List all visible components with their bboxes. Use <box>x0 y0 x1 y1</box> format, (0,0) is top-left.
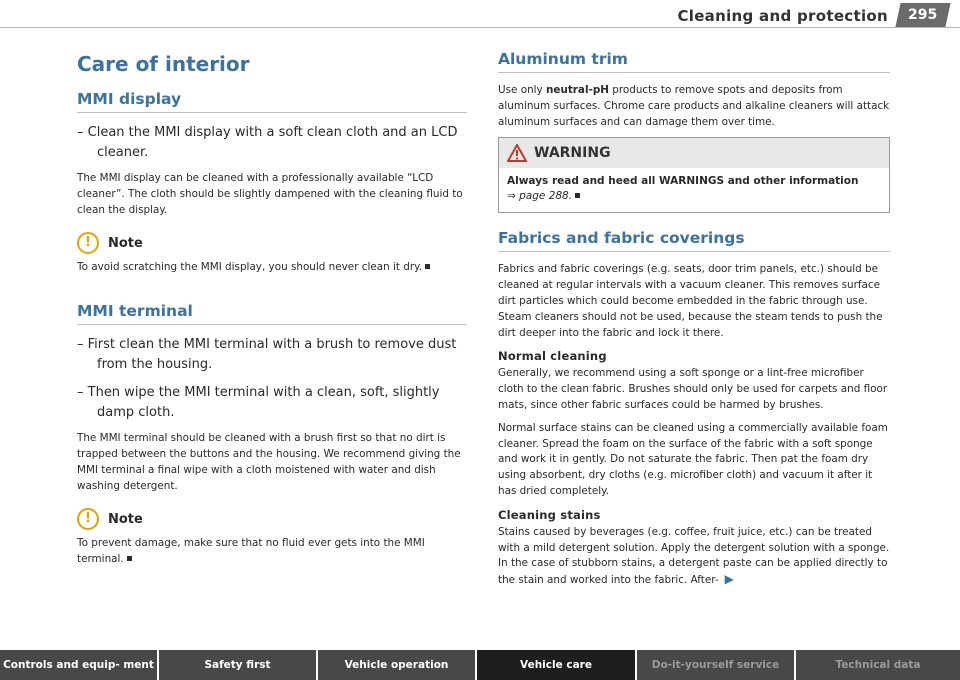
mmi-display-note-text <box>77 260 467 276</box>
chapter-nav <box>0 650 960 680</box>
fabrics-paragraph: Fabrics and fabric coverings (e.g. seats, door trim panels, etc.) should be cleaned at regular intervals with a vacuum cleaner. This removes surface dirt particles which could become embedded in the fabric through use. Steam cleaners should not be used, because the steam tends to push the dirt deeper into the fabric and lock it there. <box>498 263 883 339</box>
aluminum-trim-heading: Aluminum trim <box>498 50 890 73</box>
page-header <box>0 0 960 28</box>
aluminum-paragraph <box>498 83 890 130</box>
warning-header <box>499 138 889 168</box>
warning-body <box>499 168 889 212</box>
continue-arrow-icon: ▶ <box>724 572 734 587</box>
mmi-terminal-heading: MMI terminal <box>77 302 467 325</box>
note-text: To prevent damage, make sure that no fluid ever gets into the MMI terminal. <box>77 537 425 566</box>
cleaning-stains-heading: Cleaning stains <box>498 507 601 522</box>
main-title: Care of interior <box>77 52 250 76</box>
normal-cleaning-heading: Normal cleaning <box>498 349 607 364</box>
mmi-terminal-paragraph: The MMI terminal should be cleaned with a brush first so that no dirt is trapped between the buttons and the housing. We recommend giving the MMI terminal a final wipe with a cloth moistened with water and dish washing detergent. <box>77 432 461 492</box>
text-run: Use only <box>498 84 546 96</box>
mmi-terminal-step-2: – Then wipe the MMI terminal with a clean, soft, slightly damp cloth. <box>77 385 440 420</box>
section-end-icon <box>575 193 580 198</box>
tab-technical-data[interactable]: Technical data <box>796 650 960 680</box>
left-column <box>77 44 467 575</box>
stains-text: Stains caused by beverages (e.g. coffee, fruit juice, etc.) can be treated with a mild detergent solution. Apply the detergent solution with a sponge. In the case of stubborn stains, a detergent paste can be applied directly to the stain and worked into the fabric. After- <box>498 525 890 587</box>
normal-cleaning-paragraph-2: Normal surface stains can be cleaned using a commercially available foam cleaner. Spread the foam on the surface of the fabric with a soft sponge and work it in gently. Do not saturate the fabric. Then pat the foam dry using absorbent, dry cloths (e.g. microfiber cloth) and vacuum it after it has dried completely. <box>498 421 888 497</box>
page-number: 295 <box>908 7 938 23</box>
warning-text: Always read and heed all WARNINGS and other information <box>507 175 859 188</box>
page-number-badge <box>895 3 950 27</box>
tab-safety-first[interactable]: Safety first <box>159 650 316 680</box>
neutral-ph-term: neutral-pH <box>546 84 609 96</box>
section-title: Cleaning and protection <box>677 7 888 25</box>
section-end-icon <box>425 264 430 269</box>
mmi-terminal-step-1: – First clean the MMI terminal with a brush to remove dust from the housing. <box>77 337 457 372</box>
tab-do-it-yourself-service[interactable]: Do-it-yourself service <box>637 650 794 680</box>
note-header-1 <box>77 232 467 254</box>
note-label: Note <box>108 235 143 251</box>
warning-page-ref[interactable]: ⇒ page 288. <box>507 190 573 203</box>
right-column <box>498 44 890 596</box>
normal-cleaning-paragraph-1: Generally, we recommend using a soft sponge or a lint-free microfiber cloth to the clean fabric. Brushes should only be used for carpets and floor mats, since other fabric surfaces could be harmed by brushes. <box>498 367 888 411</box>
warning-box <box>498 137 890 213</box>
fabrics-heading: Fabrics and fabric coverings <box>498 229 890 252</box>
warning-label: WARNING <box>534 145 611 162</box>
note-header-2 <box>77 508 467 530</box>
tab-vehicle-operation[interactable]: Vehicle operation <box>318 650 475 680</box>
tab-vehicle-care[interactable]: Vehicle care <box>477 650 635 680</box>
exclamation-circle-icon: ! <box>77 508 99 530</box>
exclamation-circle-icon: ! <box>77 232 99 254</box>
mmi-terminal-note-text <box>77 536 467 568</box>
warning-triangle-icon <box>507 144 527 162</box>
note-label: Note <box>108 511 143 527</box>
mmi-display-heading: MMI display <box>77 90 467 113</box>
mmi-display-step-1: – Clean the MMI display with a soft clean cloth and an LCD cleaner. <box>77 125 458 160</box>
note-text: To avoid scratching the MMI display, you should never clean it dry. <box>77 261 423 274</box>
header-divider <box>0 27 960 28</box>
tab-controls-and-equipment[interactable]: Controls and equip- ment <box>0 650 157 680</box>
text-run: products to remove spots and deposits from aluminum surfaces. Chrome care products and alkaline cleaners will attack aluminum surfaces and can damage them over time. <box>498 84 890 128</box>
section-end-icon <box>127 556 132 561</box>
cleaning-stains-paragraph <box>498 525 890 589</box>
mmi-display-paragraph: The MMI display can be cleaned with a professionally available “LCD cleaner”. The cloth should be slightly dampened with the cleaning fluid to clean the display. <box>77 172 463 216</box>
